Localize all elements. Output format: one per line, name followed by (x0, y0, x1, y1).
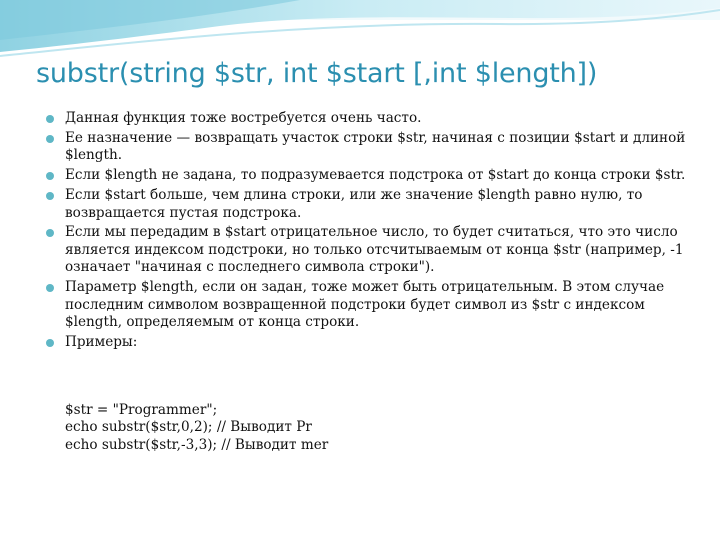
bullet-item (46, 187, 696, 222)
bullet-text: Параметр $length, если он задан, тоже может быть отрицательным. В этом случае последним символом возвращенной подстроки будет символ из $str с индексом $length, определяемым от конца строки. (65, 279, 665, 330)
bullet-dot-icon (46, 339, 54, 347)
bullet-item (46, 334, 696, 351)
code-line: echo substr($str,-3,3); // Выводит mer (65, 436, 329, 453)
bullet-dot-icon (46, 172, 54, 180)
bullet-item (46, 224, 696, 276)
code-line: echo substr($str,0,2); // Выводит Pr (65, 419, 312, 436)
bullet-item (46, 279, 696, 331)
bullet-text: Примеры: (65, 333, 138, 350)
code-example (65, 402, 665, 454)
bullet-text: Данная функция тоже востребуется очень часто. (65, 110, 422, 126)
bullet-text: Если $start больше, чем длина строки, или же значение $length равно нулю, то возвращается пустая подстрока. (65, 187, 643, 221)
bullet-dot-icon (46, 115, 54, 123)
bullet-item (46, 130, 696, 165)
code-line: $str = "Programmer"; (65, 402, 218, 418)
bullet-list (46, 110, 696, 354)
bullet-item (46, 110, 696, 127)
bullet-dot-icon (46, 192, 54, 200)
bullet-text: Если $length не задана, то подразумевается подстрока от $start до конца строки $str. (65, 167, 686, 184)
bullet-dot-icon (46, 284, 54, 292)
slide-title: substr(string $str, int $start [,int $length]) (36, 58, 598, 89)
bullet-item (46, 167, 696, 184)
bullet-dot-icon (46, 135, 54, 143)
bullet-text: Ее назначение — возвращать участок строки $str, начиная с позиции $start и длиной $length. (65, 129, 686, 164)
header-wave-decoration (0, 0, 720, 60)
bullet-text: Если мы передадим в $start отрицательное число, то будет считаться, что это число является индексом подстроки, но только отсчитываемым от конца $str (например, -1 означает "начиная с последнего символа строки"). (65, 224, 684, 276)
bullet-dot-icon (46, 229, 54, 237)
